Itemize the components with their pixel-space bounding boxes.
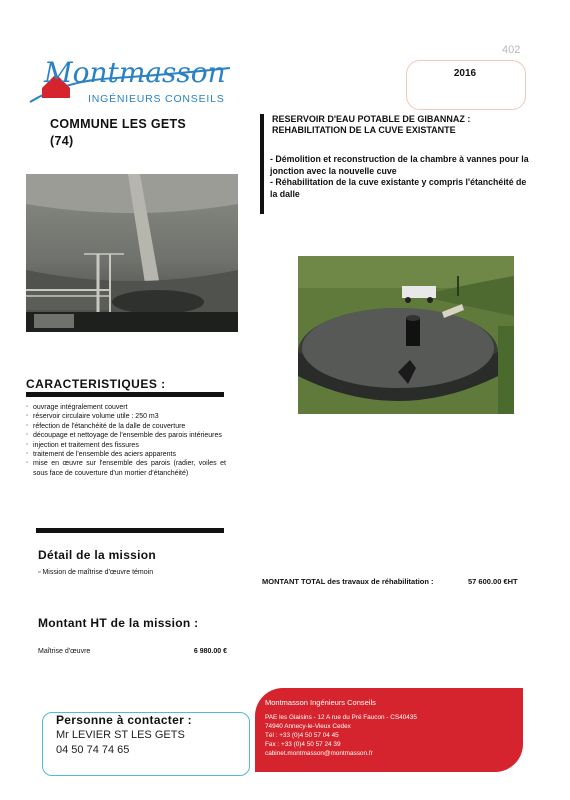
section-rule [36,528,224,533]
company-email[interactable]: cabinet.montmasson@montmasson.fr [265,750,373,757]
project-accent-bar [260,114,264,214]
commune-heading [50,116,186,150]
contact-title: Personne à contacter : [56,713,192,727]
detail-mission-text: Mission de maîtrise d'œuvre témoin [42,569,154,576]
detail-mission-title: Détail de la mission [38,548,157,562]
project-title-line1: RESERVOIR D'EAU POTABLE DE GIBANNAZ : [272,114,471,124]
section-rule [26,392,224,397]
caracteristiques-list [26,403,226,478]
project-title [272,114,542,136]
montant-ht-label: Maîtrise d'œuvre [38,648,91,655]
contact-phone[interactable]: 04 50 74 74 65 [56,744,130,756]
logo-brand: Montmasson [44,56,226,89]
list-item: ▫ découpage et nettoyage de l'ensemble des parois intérieures [26,431,226,440]
company-tel: Tél : +33 (0)4 50 57 04 45 [265,732,339,739]
list-item: ▫ mise en œuvre sur l'ensemble des parois (radier, voiles et sous face de couverture d'un mortier d'étanchéité) [26,459,226,478]
detail-mission-item: ▫ Mission de maîtrise d'œuvre témoin [38,569,154,576]
montant-ht-value: 6 980.00 € [193,648,227,655]
company-address2: 74940 Annecy-le-Vieux Cedex [265,723,351,730]
tank-roof-photo [298,256,514,414]
company-fax: Fax : +33 (0)4 50 57 24 39 [265,741,341,748]
logo-subtitle: INGÉNIEURS CONSEILS [88,93,225,105]
montant-ht-title: Montant HT de la mission : [38,616,199,630]
year: 2016 [453,68,477,79]
list-item: ▫ réfection de l'étanchéité de la dalle de couverture [26,422,226,431]
commune-department: (74) [50,134,74,148]
company-address1: PAE les Glaisins - 12 A rue du Pré Faucon - CS40435 [265,714,417,721]
list-item: ▫ injection et traitement des fissures [26,441,226,450]
page-number: 402 [502,44,521,56]
company-logo [26,52,236,108]
project-desc-2: - Réhabilitation de la cuve existante y compris l'étanchéité de la dalle [270,177,527,199]
list-item: ▫ traitement de l'ensemble des aciers apparents [26,450,226,459]
montant-total-label: MONTANT TOTAL des travaux de réhabilitation : [262,577,434,586]
list-item: ▫ réservoir circulaire volume utile : 250 m3 [26,412,226,421]
project-description [270,154,532,200]
tank-interior-photo [26,174,238,332]
project-title-line2: REHABILITATION DE LA CUVE EXISTANTE [272,125,456,135]
montant-total-value: 57 600.00 €HT [468,577,518,586]
project-desc-1: - Démolition et reconstruction de la chambre à vannes pour la jonction avec la nouvelle cuve [270,154,529,176]
company-name: Montmasson Ingénieurs Conseils [265,698,376,707]
list-item: ▫ ouvrage intégralement couvert [26,403,226,412]
contact-name: Mr LEVIER ST LES GETS [56,729,185,741]
commune-name: COMMUNE LES GETS [50,117,187,131]
caracteristiques-title: CARACTERISTIQUES : [26,377,166,391]
